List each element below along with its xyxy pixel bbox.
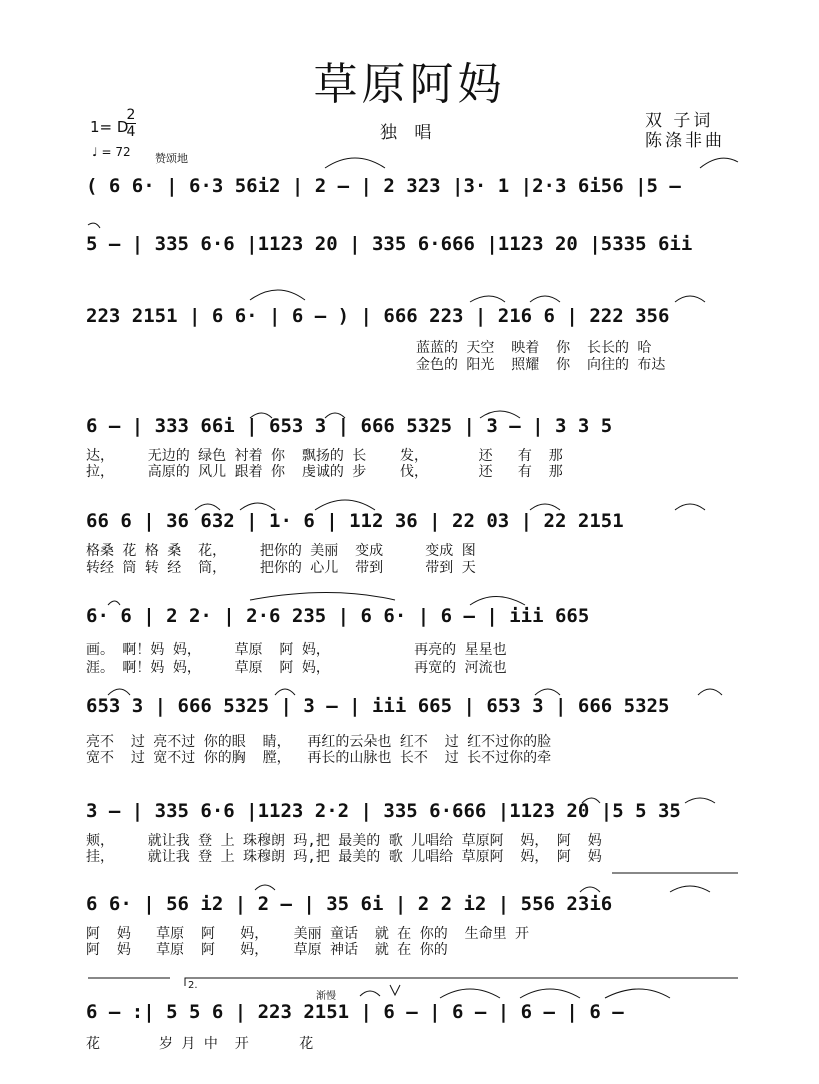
notes-row-4: 6 – | 333 66i | 653 3 | 666 5325 | 3 – | 3 3 5	[86, 415, 613, 437]
lyricist-credit: 双 子词	[645, 111, 714, 131]
expression-marking: 赞颂地	[155, 152, 188, 165]
notes-row-8: 3 – | 335 6·6 |1123 2·2 | 335 6·666 |1123 20 |5 5 35	[86, 800, 681, 822]
lyrics-row-7-verse-1: 亮不 过 亮不过 你的眼 睛， 再红的云朵也 红不 过 红不过你的脸	[86, 734, 552, 750]
notes-row-1: ( 6 6· | 6·3 56i2 | 2 – | 2 323 |3· 1 |2·3 6i56 |5 –	[86, 175, 681, 197]
notes-row-2: 5 – | 335 6·6 |1123 20 | 335 6·666 |1123 20 |5335 6ii	[86, 233, 693, 255]
notes-row-3: 223 2151 | 6 6· | 6 – ) | 666 223 | 216 6 | 222 356	[86, 305, 670, 327]
lyrics-row-9-verse-2: 阿 妈 草原 阿 妈， 草原 神话 就 在 你的	[86, 942, 448, 958]
lyrics-row-6-verse-2: 涯。 啊！妈 妈， 草原 阿 妈， 再宽的 河流也	[86, 660, 507, 676]
lyrics-row-6-verse-1: 画。 啊！妈 妈， 草原 阿 妈， 再亮的 星星也	[86, 642, 507, 658]
slur	[325, 158, 385, 168]
lyrics-row-8-verse-2: 挂， 就让我 登 上 珠穆朗 玛,把 最美的 歌 儿唱给 草原阿 妈， 阿 妈	[86, 849, 602, 865]
notes-row-5: 66 6 | 36 632 | 1· 6 | 112 36 | 22 03 | 22 2151	[86, 510, 624, 532]
fermata-mark	[390, 985, 400, 995]
notes-row-9: 6 6· | 56 i2 | 2 – | 35 6i | 2 2 i2 | 556 23i6	[86, 893, 613, 915]
lyrics-row-3-verse-1: 蓝蓝的 天空 映着 你 长长的 哈	[416, 340, 652, 356]
subtitle: 独 唱	[380, 123, 438, 143]
notes-row-10: 6 – :| 5 5 6 | 223 2151 | 6 – | 6 – | 6 – | 6 –	[86, 1001, 624, 1023]
lyrics-row-5-verse-2: 转经 筒 转 经 筒， 把你的 心儿 带到 带到 天	[86, 560, 476, 576]
lyrics-row-3-verse-2: 金色的 阳光 照耀 你 向往的 布达	[416, 357, 666, 373]
ritardando-marking: 渐慢	[316, 991, 336, 1002]
lyrics-row-8-verse-1: 颊， 就让我 登 上 珠穆朗 玛,把 最美的 歌 儿唱给 草原阿 妈， 阿 妈	[86, 833, 602, 849]
tempo-marking: ♩ = 72	[92, 145, 131, 159]
notes-row-6: 6· 6 | 2 2· | 2·6 235 | 6 6· | 6 – | iii 665	[86, 605, 590, 627]
lyrics-row-5-verse-1: 格桑 花 格 桑 花， 把你的 美丽 变成 变成 图	[86, 543, 476, 559]
song-title: 草原阿妈	[313, 59, 506, 110]
lyrics-row-7-verse-2: 宽不 过 宽不过 你的胸 膛， 再长的山脉也 长不 过 长不过你的牵	[86, 750, 552, 766]
lyrics-row-4-verse-2: 拉， 高原的 风儿 跟着 你 虔诚的 步 伐， 还 有 那	[86, 464, 563, 480]
time-signature	[126, 108, 136, 139]
key-signature: 1= D	[90, 118, 129, 136]
slur	[250, 593, 395, 601]
time-bottom: 4	[126, 124, 136, 140]
slur	[700, 158, 738, 168]
slur	[250, 290, 305, 300]
volta-marking: 2.	[188, 980, 198, 991]
notes-row-7: 653 3 | 666 5325 | 3 – | iii 665 | 653 3 | 666 5325	[86, 695, 670, 717]
time-top: 2	[126, 107, 136, 123]
lyrics-row-4-verse-1: 达， 无边的 绿色 衬着 你 飘扬的 长 发， 还 有 那	[86, 448, 563, 464]
lyrics-row-9-verse-1: 阿 妈 草原 阿 妈， 美丽 童话 就 在 你的 生命里 开	[86, 926, 530, 942]
lyrics-row-10: 花 岁 月 中 开 花	[86, 1036, 314, 1052]
volta-bracket	[185, 978, 738, 986]
composer-credit: 陈涤非曲	[645, 131, 725, 151]
